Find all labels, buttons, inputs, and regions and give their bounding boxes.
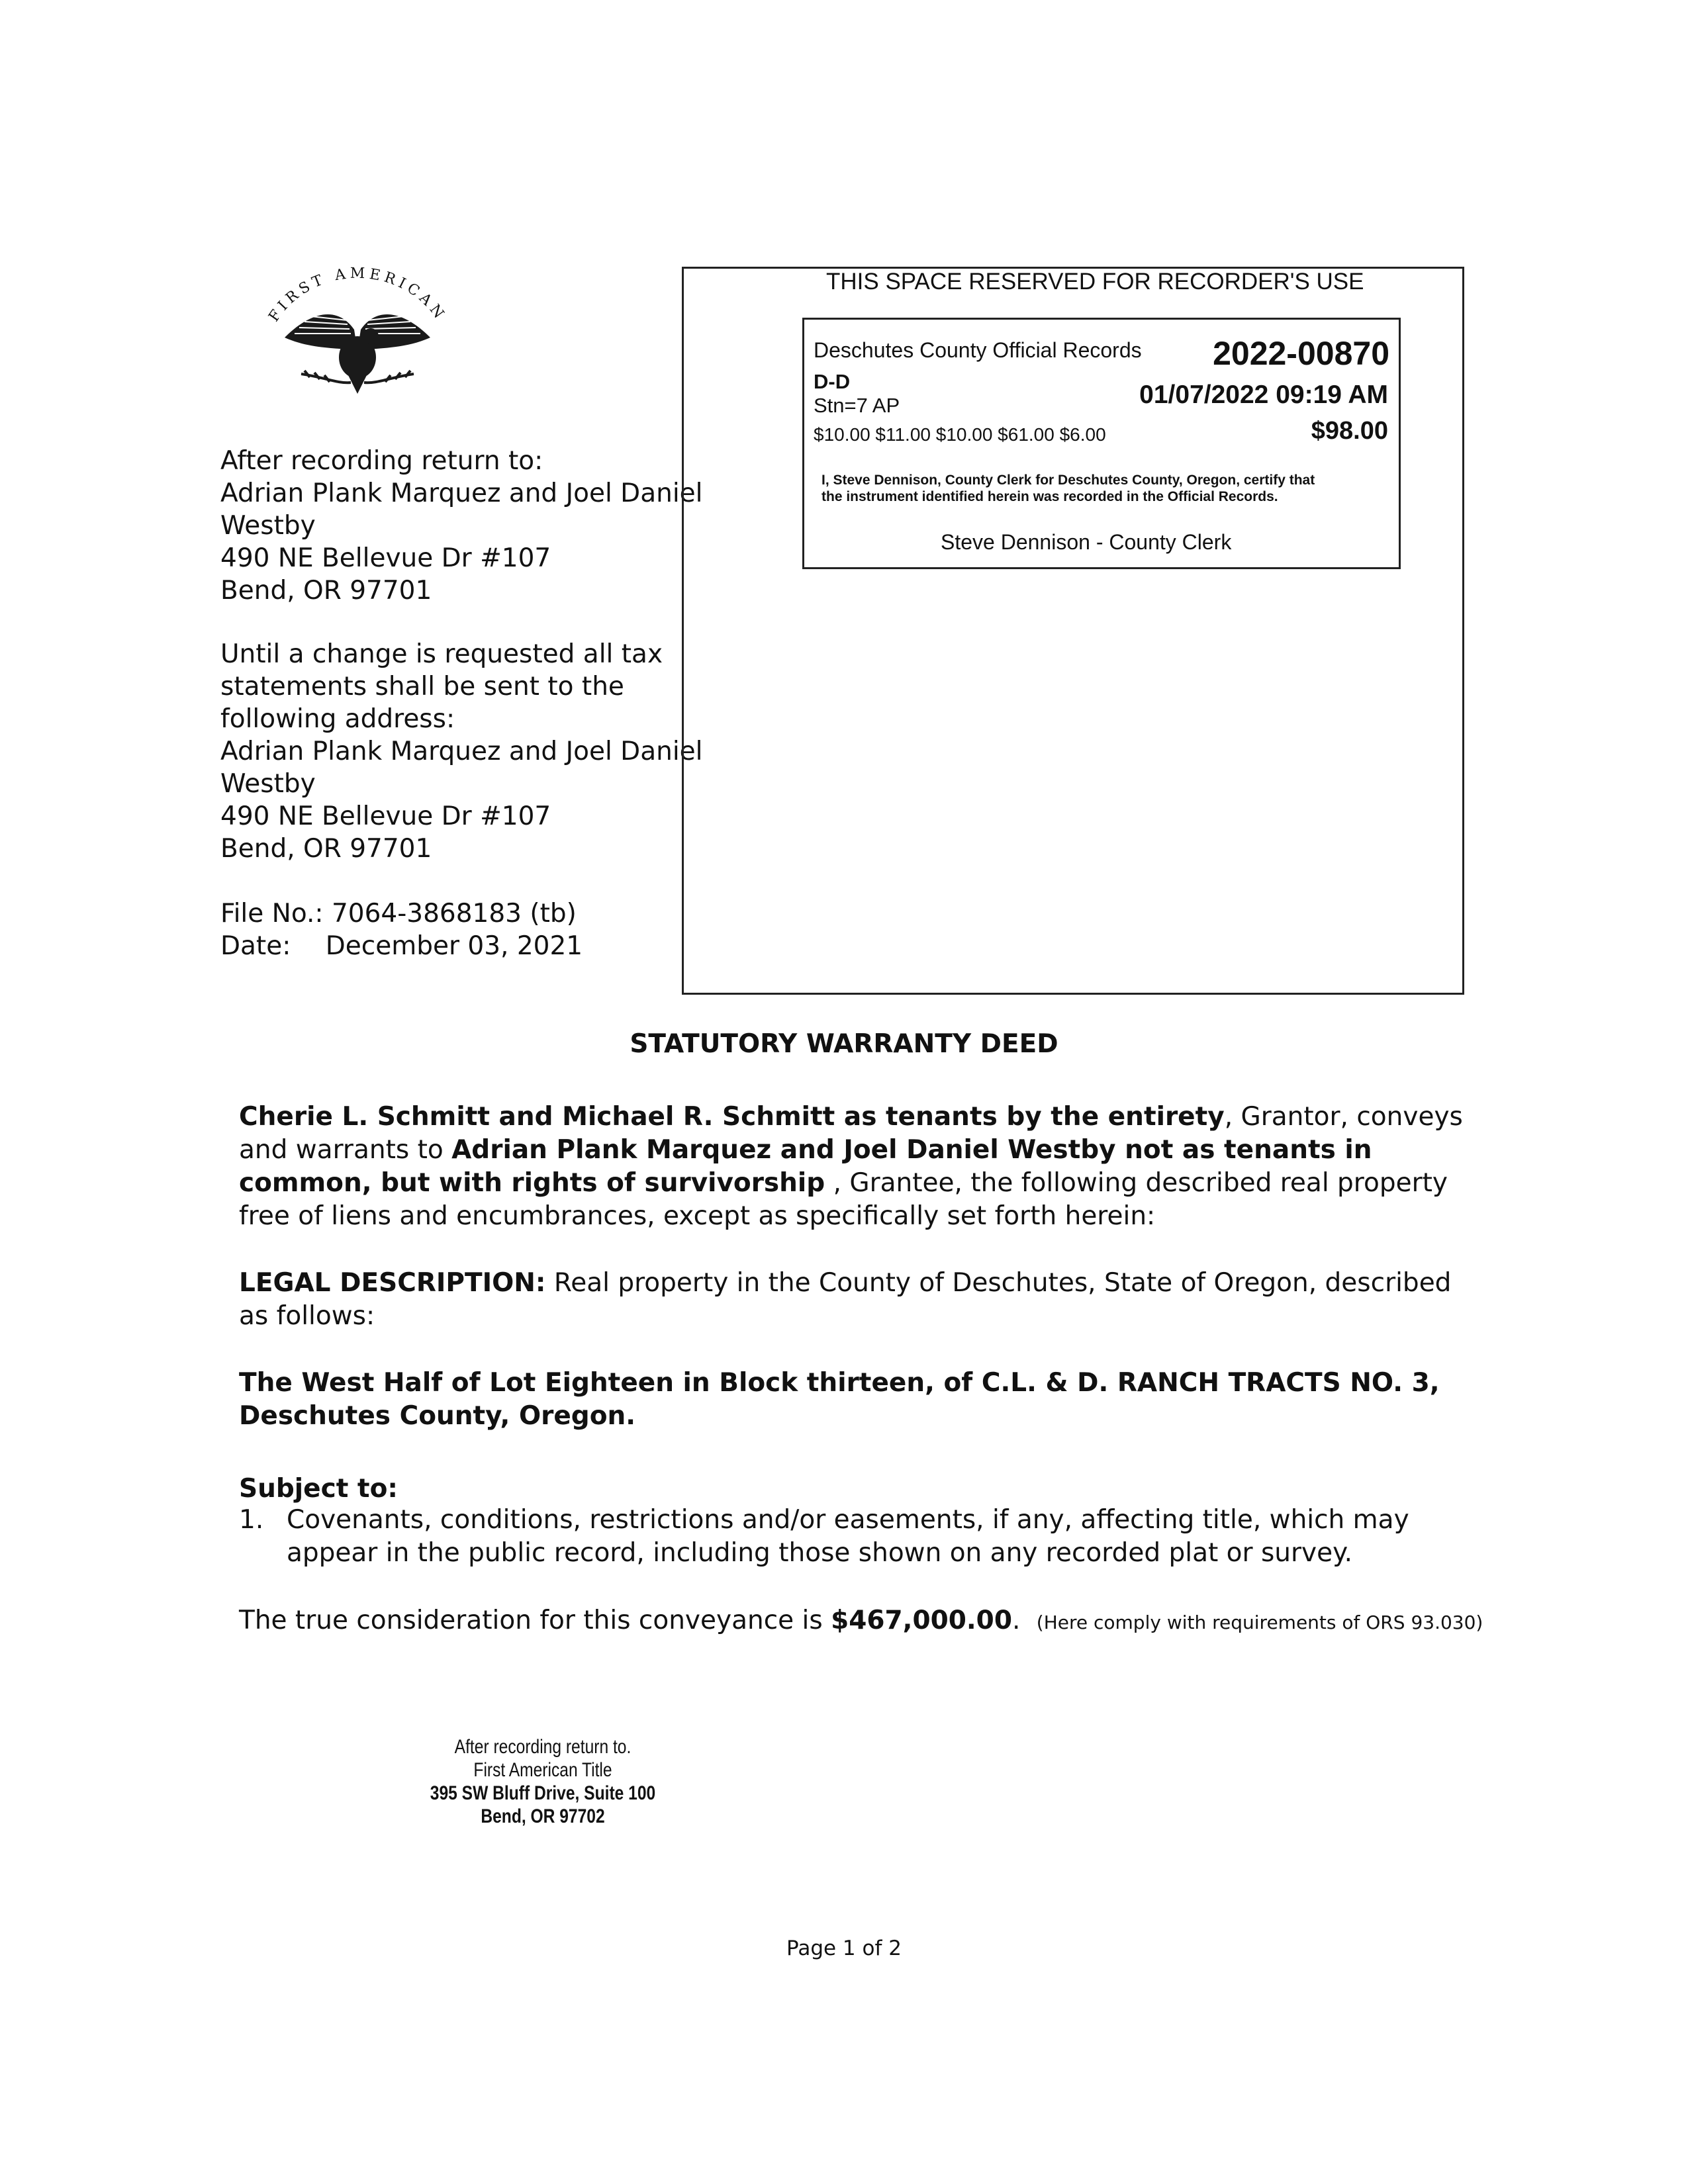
consideration-statement xyxy=(239,1604,1483,1639)
return-name-line1: Adrian Plank Marquez and Joel Daniel xyxy=(220,478,703,508)
tax-street: 490 NE Bellevue Dr #107 xyxy=(220,801,551,831)
fee-breakdown: $10.00 $11.00 $10.00 $61.00 $6.00 xyxy=(814,424,1106,445)
property-description: The West Half of Lot Eighteen in Block thirteen, of C.L. & D. RANCH TRACTS NO. 3, Deschutes County, Oregon. xyxy=(239,1368,1440,1431)
clerk-name: Steve Dennison - County Clerk xyxy=(941,530,1232,554)
return-stamp-line2: First American Title xyxy=(473,1759,612,1781)
consideration-period: . xyxy=(1011,1606,1021,1635)
legal-description-paragraph xyxy=(239,1267,1477,1333)
date-row xyxy=(220,930,583,962)
clerk-certification: I, Steve Dennison, County Clerk for Deschutes County, Oregon, certify that the instrument identified herein was recorded in the Official Records. xyxy=(821,473,1315,504)
tax-line1: Until a change is requested all tax xyxy=(220,639,663,669)
consideration-amount: $467,000.00 xyxy=(831,1606,1012,1635)
grantor-tail: , Grantor, conveys and warrants to xyxy=(239,1102,1463,1165)
svg-text:FIRST AMERICAN: FIRST AMERICAN xyxy=(265,265,449,325)
consideration-text: The true consideration for this conveyance is xyxy=(239,1606,831,1635)
document-number: 2022-00870 xyxy=(1213,335,1389,372)
tax-city: Bend, OR 97701 xyxy=(220,834,432,864)
ors-note: (Here comply with requirements of ORS 93.030) xyxy=(1036,1612,1483,1633)
file-number-label: File No.: xyxy=(220,899,324,929)
recorder-box-title: THIS SPACE RESERVED FOR RECORDER'S USE xyxy=(826,269,1364,295)
fee-total: $98.00 xyxy=(1311,417,1388,445)
return-name-line2: Westby xyxy=(220,511,316,541)
subject-item-number: 1. xyxy=(239,1505,264,1535)
station: Stn=7 AP xyxy=(814,394,900,417)
page-number: Page 1 of 2 xyxy=(786,1936,902,1960)
tax-name-line1: Adrian Plank Marquez and Joel Daniel xyxy=(220,737,703,766)
file-info xyxy=(220,897,583,962)
official-records-label: Deschutes County Official Records xyxy=(814,338,1142,362)
return-stamp-line1: After recording return to. xyxy=(454,1736,632,1758)
subject-item-text: Covenants, conditions, restrictions and/or easements, if any, affecting title, which may appear in the public record, including those shown on any recorded plat or survey. xyxy=(287,1505,1409,1568)
return-street: 490 NE Bellevue Dr #107 xyxy=(220,543,551,573)
date-value: December 03, 2021 xyxy=(325,931,583,961)
eagle-icon xyxy=(238,265,477,417)
title-company-return-stamp xyxy=(402,1735,684,1828)
grantee-tail: , Grantee, the following described real property free of liens and encumbrances, except as specifically set forth herein: xyxy=(239,1168,1448,1231)
grantor-names: Cherie L. Schmitt and Michael R. Schmitt as tenants by the entirety xyxy=(239,1102,1225,1132)
company-logo xyxy=(238,265,477,417)
recorded-datetime: 01/07/2022 09:19 AM xyxy=(1139,381,1388,409)
tax-line2: statements shall be sent to the xyxy=(220,672,624,702)
document-type: D-D xyxy=(814,370,851,393)
return-stamp-line3: 395 SW Bluff Drive, Suite 100 xyxy=(430,1782,656,1804)
date-label: Date: xyxy=(220,931,291,961)
grantor-paragraph xyxy=(239,1101,1477,1233)
return-heading: After recording return to: xyxy=(220,446,543,476)
tax-name-line2: Westby xyxy=(220,769,316,799)
file-number-row xyxy=(220,897,583,930)
recording-stamp xyxy=(802,318,1401,569)
deed-title: STATUTORY WARRANTY DEED xyxy=(630,1029,1058,1059)
tax-statement-block xyxy=(220,638,703,865)
grantee-names: Adrian Plank Marquez and Joel Daniel Westby not as tenants in common, but with rights of survivorship xyxy=(239,1135,1372,1198)
return-address-block xyxy=(220,445,703,607)
tax-line3: following address: xyxy=(220,704,455,734)
legal-description-label: LEGAL DESCRIPTION: xyxy=(239,1268,546,1298)
return-city: Bend, OR 97701 xyxy=(220,576,432,606)
file-number: 7064-3868183 (tb) xyxy=(331,899,577,929)
subject-to-label: Subject to: xyxy=(239,1474,398,1504)
legal-description-text: Real property in the County of Deschutes, State of Oregon, described as follows: xyxy=(239,1268,1452,1331)
return-stamp-line4: Bend, OR 97702 xyxy=(481,1805,605,1827)
